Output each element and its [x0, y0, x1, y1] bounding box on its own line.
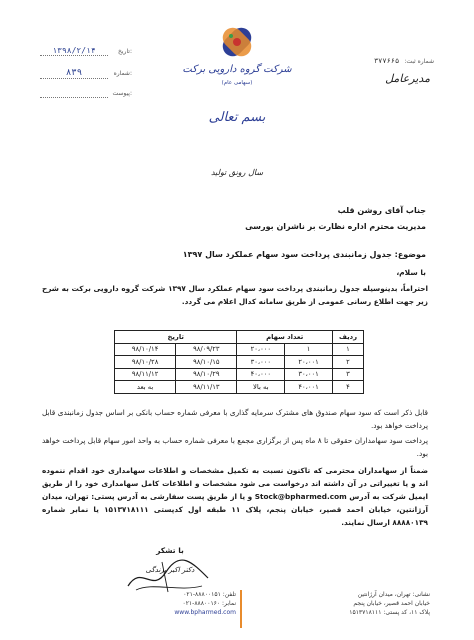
closing: با تشکر — [156, 546, 184, 555]
subject: موضوع: جدول زمانبندی پرداخت سود سهام عملکرد سال ۱۳۹۷ — [182, 250, 426, 259]
ref-label: شماره ثبت: — [404, 58, 434, 65]
schedule-table-wrapper — [114, 330, 364, 394]
company-name: شرکت گروه دارویی برکت — [182, 64, 292, 75]
row-from: ۲۰،۰۰۱ — [285, 356, 333, 369]
logo-mark-icon — [207, 22, 267, 62]
basmala: بسم تعالی — [208, 110, 266, 125]
number-value: ۸۳۹ — [40, 68, 108, 79]
footer-website[interactable]: www.bpharmed.com — [174, 609, 236, 616]
attachment-line — [40, 90, 108, 98]
table-row — [115, 368, 364, 381]
row-end: ۹۸/۱۰/۱۴ — [115, 343, 176, 356]
table-row — [115, 343, 364, 356]
paragraph-update-info: ضمناً از سهامداران محترمی که تاکنون نسبت به تکمیل مشخصات و اطلاعات سهامداری خود اقدام ننموده اند و یا تغییراتی در آن داشته اند درخواست می شود مشخصات و اطلاعات کامل سهامداری خود را از طریق ایمیل شرکت به آدرس Stock@bpharmed.com و یا از طریق پست سفارشی به آدرس پستی: تهران، میدان آرژانتین، خیابان احمد قصیر، خیابان پنجم، پلاک ۱۱ طبقه اول کدپستی ۱۵۱۳۷۱۸۱۱۱ یا نمابر شماره ۸۸۸۸۰۱۳۹ ارسال نمایند. — [42, 466, 428, 527]
row-index: ۱ — [333, 343, 364, 356]
row-start: ۹۸/۱۰/۲۹ — [176, 368, 237, 381]
footer-fax: نمابر: ۸۸۸۰۰۱۶۰-۰۲۱ — [182, 600, 236, 607]
intro-paragraph: احتراماً، بدینوسیله جدول زمانبندی پرداخت سود سهام عملکرد سال ۱۳۹۷ شرکت گروه دارویی برکت به شرح زیر جهت اطلاع رسانی عمومی از طریق سامانه کدال اعلام می گردد. — [42, 284, 428, 306]
company-sub: (سهامی عام) — [221, 80, 253, 86]
row-start: ۹۸/۰۹/۲۳ — [176, 343, 237, 356]
signature-name: دکتر اکبر برندگی — [145, 566, 195, 574]
table-row — [115, 381, 364, 394]
footer-contact — [150, 590, 236, 617]
recipient-name: جناب آقای روشن قلب — [337, 206, 426, 215]
row-from: ۱ — [285, 343, 333, 356]
attachment-label: پیوست: — [112, 90, 132, 97]
table-header-date: تاریخ — [115, 331, 237, 344]
row-index: ۲ — [333, 356, 364, 369]
paragraph-funds: قابل ذکر است که سود سهام صندوق های مشترک سرمایه گذاری با معرفی شماره حساب بانکی بر اساس جدول زمانبندی قابل پرداخت خواهد بود. — [42, 408, 428, 430]
address-line-2: خیابان احمد قصیر، خیابان پنجم — [353, 600, 430, 607]
address-line-1: نشانی: تهران، میدان آرژانتین — [357, 591, 430, 598]
company-logo — [207, 22, 267, 62]
date-label: تاریخ: — [118, 48, 132, 55]
row-index: ۴ — [333, 381, 364, 394]
table-header-index: ردیف — [333, 331, 364, 344]
footer-address — [250, 590, 430, 617]
header-meta-left — [40, 46, 132, 100]
row-to: به بالا — [237, 381, 285, 394]
footer-phone: تلفن: ۸۸۸۰۰۱۵۱-۰۲۱ — [183, 591, 236, 598]
row-start: ۹۸/۱۱/۱۳ — [176, 381, 237, 394]
table-header-row — [115, 331, 364, 344]
greeting: با سلام، — [396, 268, 426, 277]
row-end: ۹۸/۱۰/۲۸ — [115, 356, 176, 369]
row-index: ۳ — [333, 368, 364, 381]
row-end: به بعد — [115, 381, 176, 394]
date-value: ۱۳۹۸/۲/۱۴ — [40, 46, 108, 56]
row-to: ۴۰،۰۰۰ — [237, 368, 285, 381]
paragraph-legal: پرداخت سود سهامداران حقوقی تا ۸ ماه پس از برگزاری مجمع با معرفی شماره حساب به واحد امور سهام قابل پرداخت خواهد بود. — [42, 436, 428, 458]
header-meta-right — [324, 48, 434, 67]
table-header-shares: تعداد سهام — [237, 331, 333, 344]
row-to: ۲۰،۰۰۰ — [237, 343, 285, 356]
footer-divider — [240, 590, 242, 628]
row-start: ۹۸/۱۰/۱۵ — [176, 356, 237, 369]
number-label: شماره: — [113, 70, 132, 77]
row-to: ۳۰،۰۰۰ — [237, 356, 285, 369]
row-from: ۴۰،۰۰۱ — [285, 381, 333, 394]
row-from: ۳۰،۰۰۱ — [285, 368, 333, 381]
address-line-3: پلاک ۱۱، کد پستی: ۱۵۱۳۷۱۸۱۱۱ — [349, 609, 430, 616]
motto: سال رونق تولید — [210, 168, 264, 177]
ref-value: ۳۷۷۶۶۵ — [373, 57, 400, 65]
row-end: ۹۸/۱۱/۱۲ — [115, 368, 176, 381]
schedule-table — [114, 330, 364, 394]
signatory-title: مدیرعامل — [385, 72, 430, 85]
table-row — [115, 356, 364, 369]
recipient-title: مدیریت محترم اداره نظارت بر ناشران بورسی — [245, 222, 426, 231]
